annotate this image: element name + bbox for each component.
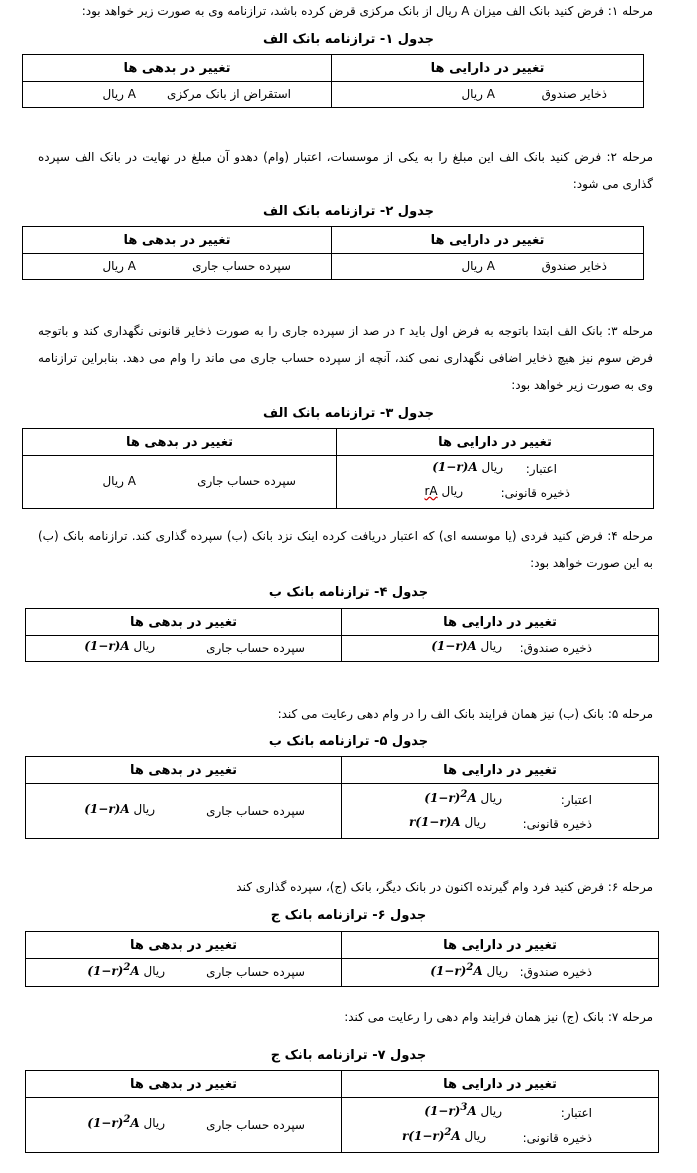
table3-head-assets: تغییر در دارایی ها (337, 429, 654, 456)
table6-liabilities-cell (26, 959, 341, 986)
table7-asset2-label: ذخیره قانونی: (522, 1131, 592, 1145)
table6-liab-math: (1−r) (87, 964, 124, 978)
table3-asset1-label: اعتبار: (525, 462, 557, 476)
table3-assets-cell (337, 456, 653, 508)
table6-asset-math: (1−r) (430, 964, 467, 978)
step3-text: مرحله ۳: بانک الف ابتدا باتوجه به فرض اول باید r در صد از سپرده جاری را به صورت ذخایر قانونی نگهداری کند و باتوجه فرض سوم نیز هیچ ذخایر اضافی نگهداری نمی کند، آنچه از سپرده حساب جاری می ماند را وام می دهد. بنابراین ترازنامه وی به صورت زیر خواهد بود: (38, 324, 654, 392)
table3-asset1-math: (1−r)A (432, 460, 478, 474)
table7-liab-math: (1−r) (87, 1116, 124, 1130)
table7-asset2-var: A (451, 1129, 461, 1143)
table5 (25, 756, 659, 839)
table1-head-assets: تغییر در دارایی ها (332, 55, 644, 82)
table3-asset2-label: ذخیره قانونی: (500, 486, 570, 500)
table3-liab-amount: A ریال (102, 474, 136, 488)
table5-liab-amount (84, 802, 155, 816)
table5-liabilities-cell (26, 784, 341, 838)
table7-liab-var: A (130, 1116, 140, 1130)
table6-liab-var: A (130, 964, 140, 978)
table3-asset2-amount (425, 484, 464, 498)
table5-head-liabilities: تغییر در بدهی ها (26, 757, 342, 784)
table7-asset2-amount (402, 1127, 486, 1143)
table7-head-assets: تغییر در دارایی ها (342, 1071, 659, 1098)
table6-assets-cell (342, 959, 658, 986)
table2-liabilities-cell (23, 254, 331, 279)
table2-head-assets: تغییر در دارایی ها (332, 227, 644, 254)
table3-asset2-unit: ریال (441, 484, 463, 498)
table4-liabilities-cell (26, 636, 341, 661)
table5-liab-unit: ریال (133, 802, 155, 816)
table6-liab-unit: ریال (143, 964, 165, 978)
table7-asset1-unit: ریال (480, 1104, 502, 1118)
table7-caption: جدول ۷- ترازنامه بانک ج (270, 1048, 427, 1063)
table3-caption: جدول ۳- ترازنامه بانک الف (262, 406, 435, 421)
table3-head-liabilities: تغییر در بدهی ها (23, 429, 337, 456)
table1-liab-label: استقراض از بانک مرکزی (167, 87, 291, 101)
table3-liabilities-cell (23, 456, 336, 508)
table7-asset2-exp: 2 (444, 1127, 452, 1138)
table4-head-assets: تغییر در دارایی ها (342, 609, 659, 636)
table4-liab-math: (1−r)A (84, 639, 130, 653)
table1-liab-amount: A ریال (102, 87, 136, 101)
table1-caption: جدول ۱- ترازنامه بانک الف (262, 32, 435, 47)
table7-liabilities-cell (26, 1098, 341, 1152)
table7-head-liabilities: تغییر در بدهی ها (26, 1071, 342, 1098)
table1-head-liabilities: تغییر در بدهی ها (23, 55, 332, 82)
table3-liab-label: سپرده حساب جاری (197, 474, 296, 488)
table6-liab-exp: 2 (123, 962, 131, 973)
table6-asset-var: A (473, 964, 483, 978)
table7 (25, 1070, 659, 1153)
table7-liab-amount (87, 1114, 165, 1130)
table4-head-liabilities: تغییر در بدهی ها (26, 609, 342, 636)
table4-liab-amount (84, 639, 155, 653)
table4-asset-amount (431, 639, 502, 653)
step1-text: مرحله ۱: فرض کنید بانک الف میزان A ریال از بانک مرکزی قرض کرده باشد، ترازنامه وی به صورت زیر خواهد بود: (81, 4, 653, 18)
table5-asset1-exp: 2 (460, 789, 468, 800)
table5-asset2-unit: ریال (464, 815, 486, 829)
table7-asset1-var: A (467, 1104, 477, 1118)
table2-liab-amount: A ریال (102, 259, 136, 273)
table1 (22, 54, 644, 108)
table5-asset2-amount (409, 815, 486, 829)
table3-asset2-math: rA (424, 484, 438, 498)
table3 (22, 428, 654, 509)
table3-asset1-unit: ریال (481, 460, 503, 474)
table7-assets-cell (342, 1098, 658, 1152)
table5-asset2-math: r(1−r)A (408, 815, 461, 829)
table7-asset1-exp: 3 (460, 1102, 468, 1113)
table6-asset-amount (430, 962, 508, 978)
table2-assets-cell (332, 254, 643, 279)
table4-asset-unit: ریال (480, 639, 502, 653)
table6-head-assets: تغییر در دارایی ها (342, 932, 659, 959)
table2-caption: جدول ۲- ترازنامه بانک الف (262, 204, 435, 219)
table2-head-liabilities: تغییر در بدهی ها (23, 227, 332, 254)
table4-liab-label: سپرده حساب جاری (206, 641, 305, 655)
table7-liab-label: سپرده حساب جاری (206, 1118, 305, 1132)
table6-asset-unit: ریال (486, 964, 508, 978)
table4-asset-label: ذخیره صندوق: (519, 641, 592, 655)
table7-asset1-label: اعتبار: (560, 1106, 592, 1120)
table4-asset-math: (1−r)A (431, 639, 477, 653)
table4 (25, 608, 659, 662)
table7-liab-unit: ریال (143, 1116, 165, 1130)
table7-asset1-amount (424, 1102, 502, 1118)
step7-text: مرحله ۷: بانک (ج) نیز همان فرایند وام دهی را رعایت می کند: (344, 1010, 653, 1024)
table1-liabilities-cell (23, 82, 331, 107)
step2-text: مرحله ۲: فرض کنید بانک الف این مبلغ را به یکی از موسسات، اعتبار (وام) دهدو آن مبلغ در نهایت در بانک الف سپرده گذاری می شود: (38, 150, 653, 191)
table4-liab-unit: ریال (133, 639, 155, 653)
table5-head-assets: تغییر در دارایی ها (342, 757, 659, 784)
table4-caption: جدول ۴- ترازنامه بانک ب (268, 585, 429, 600)
table6-asset-exp: 2 (466, 962, 474, 973)
step5-text: مرحله ۵: بانک (ب) نیز همان فرایند بانک الف را در وام دهی رعایت می کند: (277, 707, 653, 721)
table1-assets-cell (332, 82, 643, 107)
table3-asset1-amount (432, 460, 503, 474)
table4-assets-cell (342, 636, 658, 661)
step6-text: مرحله ۶: فرض کنید فرد وام گیرنده اکنون در بانک دیگر، بانک (ج)، سپرده گذاری کند (236, 880, 653, 894)
table1-asset-amount: A ریال (461, 87, 495, 101)
table7-asset2-unit: ریال (464, 1129, 486, 1143)
table7-asset2-math: r(1−r) (401, 1129, 445, 1143)
table5-asset1-unit: ریال (480, 791, 502, 805)
table5-asset1-math: (1−r) (424, 791, 461, 805)
table5-asset1-label: اعتبار: (560, 793, 592, 807)
table1-asset-label: ذخایر صندوق (541, 87, 607, 101)
table7-liab-exp: 2 (123, 1114, 131, 1125)
table2 (22, 226, 644, 280)
table5-asset1-amount (424, 789, 502, 805)
table5-assets-cell (342, 784, 658, 838)
table5-liab-math: (1−r)A (84, 802, 130, 816)
table2-liab-label: سپرده حساب جاری (192, 259, 291, 273)
table6-asset-label: ذخیره صندوق: (519, 965, 592, 979)
table5-asset2-label: ذخیره قانونی: (522, 817, 592, 831)
table7-asset1-math: (1−r) (424, 1104, 461, 1118)
table5-caption: جدول ۵- ترازنامه بانک ب (268, 734, 429, 749)
step4-text: مرحله ۴: فرض کنید فردی (یا موسسه ای) که اعتبار دریافت کرده اینک نزد بانک (ب) سپرده گذاری کند. ترازنامه بانک (ب) به این صورت خواهد بود: (38, 529, 653, 570)
table6-caption: جدول ۶- ترازنامه بانک ج (270, 908, 427, 923)
table5-asset1-var: A (467, 791, 477, 805)
table6-liab-label: سپرده حساب جاری (206, 965, 305, 979)
table5-liab-label: سپرده حساب جاری (206, 804, 305, 818)
table6 (25, 931, 659, 987)
table2-asset-amount: A ریال (461, 259, 495, 273)
table6-liab-amount (87, 962, 165, 978)
table2-asset-label: ذخایر صندوق (541, 259, 607, 273)
table6-head-liabilities: تغییر در بدهی ها (26, 932, 342, 959)
